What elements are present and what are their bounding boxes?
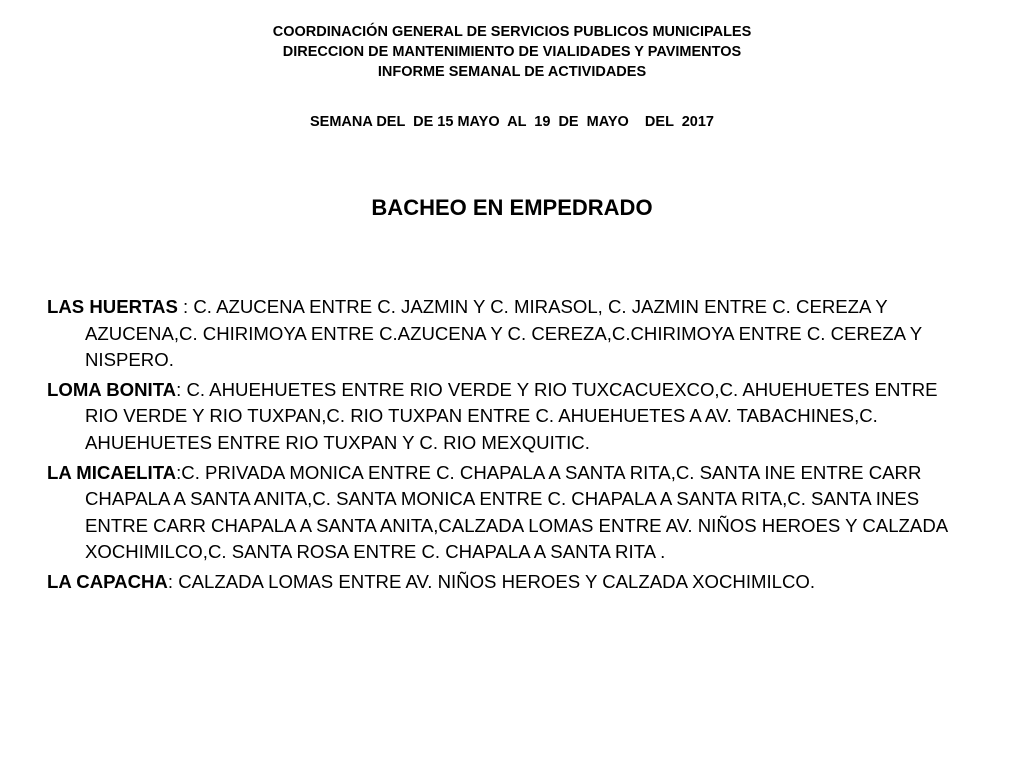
entries-list: [47, 294, 957, 599]
entry-separator: :: [176, 461, 182, 483]
list-item-la-micaelita: [47, 460, 957, 566]
list-item-loma-bonita: [47, 377, 957, 457]
report-header: [0, 22, 1024, 82]
entry-text: CALZADA LOMAS ENTRE AV. NIÑOS HEROES Y CALZADA XOCHIMILCO.: [178, 570, 816, 592]
entry-name: LA MICAELITA: [47, 461, 177, 483]
entry-name: LOMA BONITA: [47, 378, 177, 400]
entry-text: C. AHUEHUETES ENTRE RIO VERDE Y RIO TUXCACUEXCO,C. AHUEHUETES ENTRE RIO VERDE Y RIO TUXPAN,C. RIO TUXPAN ENTRE C. AHUEHUETES A AV. TABACHINES,C. AHUEHUETES ENTRE RIO TUXPAN Y C. RIO MEXQUITIC.: [85, 378, 938, 453]
entry-text: C. PRIVADA MONICA ENTRE C. CHAPALA A SANTA RITA,C. SANTA INE ENTRE CARR CHAPALA A SANTA ANITA,C. SANTA MONICA ENTRE C. CHAPALA A SANTA RITA,C. SANTA INES ENTRE CARR CHAPALA A SANTA ANITA,CALZADA LOMAS ENTRE AV. NIÑOS HEROES Y CALZADA XOCHIMILCO,C. SANTA ROSA ENTRE C. CHAPALA A SANTA RITA .: [85, 461, 948, 563]
entry-name: LAS HUERTAS: [47, 296, 178, 317]
header-line-department: DIRECCION DE MANTENIMIENTO DE VIALIDADES Y PAVIMENTOS: [282, 44, 742, 60]
entry-name: LA CAPACHA: [47, 570, 168, 592]
entry-text: C. AZUCENA ENTRE C. JAZMIN Y C. MIRASOL, C. JAZMIN ENTRE C. CEREZA Y AZUCENA,C. CHIRIMOYA ENTRE C.AZUCENA Y C. CEREZA,C.CHIRIMOYA ENTRE C. CEREZA Y NISPERO.: [85, 296, 922, 371]
header-line-organization: COORDINACIÓN GENERAL DE SERVICIOS PUBLICOS MUNICIPALES: [272, 24, 752, 40]
header-line-report-title: INFORME SEMANAL DE ACTIVIDADES: [377, 64, 647, 80]
list-item-las-huertas: [47, 294, 957, 374]
entry-separator: :: [167, 570, 179, 592]
section-title: BACHEO EN EMPEDRADO: [371, 195, 653, 220]
entry-separator: :: [176, 378, 187, 400]
entry-separator: :: [177, 296, 194, 317]
report-week: SEMANA DEL DE 15 MAYO AL 19 DE MAYO DEL 2017: [310, 114, 714, 130]
list-item-la-capacha: [47, 569, 957, 596]
